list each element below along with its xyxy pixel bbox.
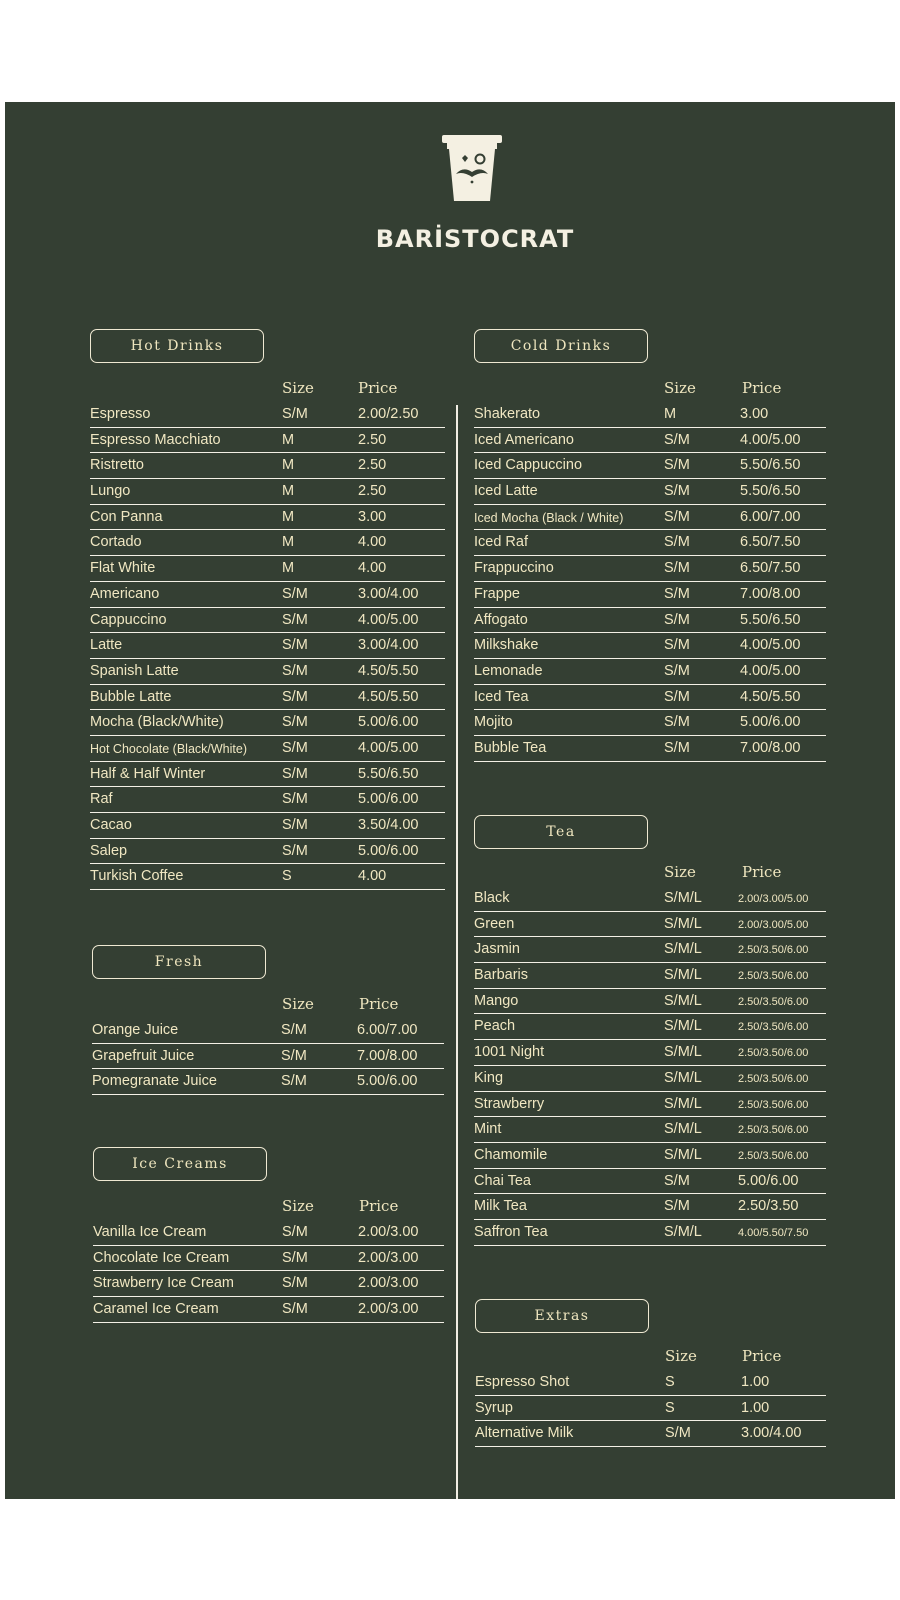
item-size: S/M <box>282 1224 308 1240</box>
item-price: 2.00/3.00 <box>358 1224 419 1240</box>
menu-item <box>474 886 826 912</box>
menu-item <box>90 762 445 788</box>
menu-item <box>90 530 445 556</box>
item-name: Hot Chocolate (Black/White) <box>90 741 248 756</box>
item-size: S/M <box>282 637 308 654</box>
menu-item <box>474 633 826 659</box>
item-price: 6.50/7.50 <box>740 534 801 551</box>
item-price: 5.50/6.50 <box>740 483 801 500</box>
menu-item <box>92 1069 444 1095</box>
item-price: 5.50/6.50 <box>740 457 801 474</box>
item-price: 4.50/5.50 <box>740 688 801 705</box>
item-size: S/M <box>282 842 308 859</box>
item-size: S <box>665 1399 675 1416</box>
item-price: 2.00/3.00/5.00 <box>738 893 809 905</box>
menu-item <box>474 556 826 582</box>
item-price: 4.00/5.00 <box>358 611 419 628</box>
item-name: Pomegranate Juice <box>92 1073 217 1090</box>
item-name: Caramel Ice Cream <box>93 1301 219 1318</box>
item-name: Frappuccino <box>474 560 554 577</box>
item-size: S/M <box>664 688 690 705</box>
item-size: M <box>282 534 295 551</box>
item-price: 1.00 <box>741 1399 770 1416</box>
menu-item <box>474 505 826 531</box>
item-price: 5.00/6.00 <box>358 842 419 859</box>
menu-item <box>90 453 445 479</box>
item-size: S/M <box>281 1047 307 1064</box>
price-header: Price <box>742 1347 782 1365</box>
item-name: Lungo <box>90 483 131 500</box>
item-size: M <box>282 560 295 577</box>
item-size: S/M <box>664 739 690 756</box>
size-header: Size <box>664 863 696 881</box>
item-size: S/M <box>664 637 690 654</box>
menu-list <box>474 886 826 1246</box>
menu-item <box>475 1396 826 1422</box>
item-size: S/M <box>664 611 690 628</box>
item-name: Shakerato <box>474 406 541 422</box>
item-size: S/M <box>282 585 308 602</box>
menu-item <box>474 1220 826 1246</box>
item-name: Iced Latte <box>474 483 538 500</box>
item-name: Chamomile <box>474 1146 548 1163</box>
menu-item <box>474 1117 826 1143</box>
price-header: Price <box>742 379 782 397</box>
item-price: 3.00/4.00 <box>358 585 419 602</box>
item-name: Espresso Shot <box>475 1374 570 1390</box>
item-size: S/M <box>664 714 690 731</box>
item-name: Mint <box>474 1121 502 1138</box>
item-size: S/M <box>282 406 308 422</box>
item-name: Cappuccino <box>90 611 167 628</box>
item-price: 6.50/7.50 <box>740 560 801 577</box>
item-price: 3.00/4.00 <box>741 1425 802 1442</box>
item-size: S/M <box>665 1425 691 1442</box>
item-name: 1001 Night <box>474 1044 545 1061</box>
item-price: 2.50/3.50/6.00 <box>738 1072 809 1085</box>
menu-list <box>93 1220 444 1323</box>
item-size: S/M/L <box>664 992 702 1009</box>
section-title: Ice Creams <box>93 1147 267 1181</box>
item-size: S/M <box>664 431 690 448</box>
menu-item <box>90 787 445 813</box>
item-size: S/M/L <box>664 915 702 932</box>
item-size: S/M/L <box>664 1044 702 1061</box>
item-price: 3.50/4.00 <box>358 817 419 833</box>
item-name: Iced Americano <box>474 431 574 448</box>
item-price: 2.50/3.50/6.00 <box>738 995 809 1008</box>
item-name: Flat White <box>90 560 156 577</box>
item-size: S/M <box>664 1198 690 1215</box>
menu-list <box>474 402 826 762</box>
item-price: 3.00/4.00 <box>358 637 419 654</box>
size-header: Size <box>282 379 314 397</box>
item-name: Half & Half Winter <box>90 765 206 782</box>
menu-item <box>475 1370 826 1396</box>
item-name: Orange Juice <box>92 1022 179 1038</box>
item-price: 6.00/7.00 <box>740 508 801 525</box>
item-size: S/M <box>282 688 308 705</box>
menu-item <box>474 710 826 736</box>
item-size: S/M <box>281 1022 307 1038</box>
item-size: S/M/L <box>664 1018 702 1035</box>
item-price: 2.00/3.00 <box>358 1249 419 1266</box>
item-name: Lemonade <box>474 662 543 679</box>
item-name: King <box>474 1069 504 1086</box>
item-price: 7.00/8.00 <box>357 1047 418 1064</box>
item-price: 2.50/3.50/6.00 <box>738 1021 809 1034</box>
item-price: 5.50/6.50 <box>358 765 419 782</box>
item-price: 2.50 <box>358 483 387 500</box>
item-price: 5.50/6.50 <box>740 611 801 628</box>
item-name: Mojito <box>474 714 513 731</box>
item-size: S/M <box>664 457 690 474</box>
item-size: S/M <box>282 662 308 679</box>
item-name: Chocolate Ice Cream <box>93 1249 230 1266</box>
item-name: Iced Mocha (Black / White) <box>474 510 624 525</box>
item-name: Strawberry <box>474 1095 545 1112</box>
menu-item <box>93 1220 444 1246</box>
item-price: 2.50/3.50/6.00 <box>738 1098 809 1111</box>
menu-item <box>474 530 826 556</box>
menu-item <box>474 428 826 454</box>
item-price: 5.00/6.00 <box>738 1172 799 1189</box>
item-price: 5.00/6.00 <box>740 714 801 731</box>
item-name: Saffron Tea <box>474 1223 548 1240</box>
menu-item <box>90 582 445 608</box>
item-size: S/M/L <box>664 941 702 958</box>
item-name: Iced Raf <box>474 534 528 551</box>
item-name: Latte <box>90 637 123 654</box>
column-divider <box>456 405 458 1499</box>
item-size: M <box>282 483 295 500</box>
item-size: S/M/L <box>664 890 702 906</box>
item-name: Chai Tea <box>474 1172 531 1189</box>
item-price: 2.50/3.50/6.00 <box>738 944 809 957</box>
menu-item <box>90 685 445 711</box>
menu-list <box>92 1018 444 1095</box>
item-price: 2.50/3.50/6.00 <box>738 1047 809 1060</box>
item-name: Salep <box>90 842 128 859</box>
item-size: S/M/L <box>664 1095 702 1112</box>
item-price: 4.00/5.50/7.50 <box>738 1226 809 1239</box>
item-size: S/M/L <box>664 1146 702 1163</box>
item-price: 5.00/6.00 <box>358 714 419 731</box>
item-price: 2.50/3.50/6.00 <box>738 1124 809 1137</box>
item-price: 4.00 <box>358 534 387 551</box>
item-name: Milkshake <box>474 637 539 654</box>
menu-item <box>90 659 445 685</box>
menu-item <box>90 710 445 736</box>
item-size: S/M <box>282 1301 308 1318</box>
item-price: 2.00/3.00 <box>358 1301 419 1318</box>
section-title: Hot Drinks <box>90 329 264 363</box>
item-price: 2.50/3.50 <box>738 1198 799 1215</box>
menu-item <box>475 1421 826 1447</box>
item-name: Bubble Tea <box>474 739 547 756</box>
size-header: Size <box>664 379 696 397</box>
item-size: S/M <box>664 560 690 577</box>
menu-item <box>93 1246 444 1272</box>
item-name: Green <box>474 915 515 932</box>
item-name: Peach <box>474 1018 516 1035</box>
item-name: Spanish Latte <box>90 662 179 679</box>
item-size: S/M <box>281 1073 307 1090</box>
menu-item <box>474 989 826 1015</box>
item-price: 3.00 <box>358 508 387 525</box>
item-price: 2.00/3.00 <box>358 1275 419 1292</box>
item-name: Cacao <box>90 817 132 833</box>
item-size: S/M/L <box>664 1121 702 1138</box>
item-size: S/M/L <box>664 1069 702 1086</box>
item-name: Alternative Milk <box>475 1425 574 1442</box>
menu-item <box>474 608 826 634</box>
item-price: 4.00 <box>358 560 387 577</box>
item-price: 1.00 <box>741 1374 770 1390</box>
item-name: Black <box>474 890 510 906</box>
item-price: 2.00/2.50 <box>358 406 419 422</box>
item-size: S/M <box>282 817 308 833</box>
menu-item <box>474 402 826 428</box>
menu-item <box>92 1044 444 1070</box>
menu-item <box>92 1018 444 1044</box>
price-header: Price <box>359 995 399 1013</box>
menu-item <box>90 402 445 428</box>
item-name: Espresso <box>90 406 151 422</box>
item-name: Bubble Latte <box>90 688 172 705</box>
item-price: 4.00/5.00 <box>740 431 801 448</box>
item-size: S/M <box>664 508 690 525</box>
item-name: Mango <box>474 992 519 1009</box>
item-price: 2.50/3.50/6.00 <box>738 1149 809 1162</box>
item-size: S/M <box>282 739 308 756</box>
menu-item <box>90 505 445 531</box>
size-header: Size <box>282 1197 314 1215</box>
item-price: 7.00/8.00 <box>740 739 801 756</box>
item-name: Cortado <box>90 534 142 551</box>
item-price: 3.00 <box>740 406 769 422</box>
item-size: S <box>665 1374 675 1390</box>
menu-list <box>90 402 445 890</box>
item-size: M <box>282 508 295 525</box>
item-size: S/M <box>664 534 690 551</box>
item-name: Americano <box>90 585 160 602</box>
item-price: 7.00/8.00 <box>740 585 801 602</box>
menu-item <box>474 1169 826 1195</box>
menu-item <box>93 1271 444 1297</box>
section-title: Cold Drinks <box>474 329 648 363</box>
item-name: Iced Cappuccino <box>474 457 583 474</box>
item-size: S/M <box>664 662 690 679</box>
menu-list <box>475 1370 826 1447</box>
menu-item <box>474 582 826 608</box>
item-name: Barbaris <box>474 967 528 984</box>
item-name: Raf <box>90 791 113 808</box>
item-size: M <box>282 457 295 474</box>
item-size: S <box>282 868 292 885</box>
item-name: Con Panna <box>90 508 163 525</box>
section-title: Fresh <box>92 945 266 979</box>
section-title: Extras <box>475 1299 649 1333</box>
item-price: 2.00/3.00/5.00 <box>738 918 809 931</box>
item-price: 4.00/5.00 <box>740 637 801 654</box>
menu-item <box>474 479 826 505</box>
menu-item <box>474 1040 826 1066</box>
item-price: 2.50 <box>358 457 387 474</box>
item-name: Strawberry Ice Cream <box>93 1275 235 1292</box>
item-name: Affogato <box>474 611 528 628</box>
item-price: 2.50 <box>358 431 387 448</box>
item-price: 6.00/7.00 <box>357 1022 418 1038</box>
item-price: 5.00/6.00 <box>358 791 419 808</box>
menu-item <box>474 1092 826 1118</box>
item-name: Frappe <box>474 585 520 602</box>
price-header: Price <box>359 1197 399 1215</box>
menu-item <box>474 659 826 685</box>
item-size: S/M/L <box>664 1223 702 1240</box>
item-size: M <box>282 431 295 448</box>
item-price: 4.50/5.50 <box>358 688 419 705</box>
price-header: Price <box>742 863 782 881</box>
menu-item <box>90 556 445 582</box>
price-header: Price <box>358 379 398 397</box>
item-size: S/M <box>282 611 308 628</box>
section-title: Tea <box>474 815 648 849</box>
menu-item <box>90 479 445 505</box>
item-name: Mocha (Black/White) <box>90 714 224 731</box>
item-size: S/M <box>664 585 690 602</box>
size-header: Size <box>282 995 314 1013</box>
menu-item <box>90 736 445 762</box>
item-name: Espresso Macchiato <box>90 431 221 448</box>
item-price: 4.50/5.50 <box>358 662 419 679</box>
item-price: 4.00/5.00 <box>358 739 419 756</box>
item-size: S/M <box>282 791 308 808</box>
item-size: S/M <box>282 1249 308 1266</box>
item-size: S/M <box>664 1172 690 1189</box>
brand-name: BARİSTOCRAT <box>375 225 575 253</box>
item-price: 2.50/3.50/6.00 <box>738 970 809 983</box>
size-header: Size <box>665 1347 697 1365</box>
item-name: Turkish Coffee <box>90 868 184 885</box>
menu-item <box>474 912 826 938</box>
item-price: 5.00/6.00 <box>357 1073 418 1090</box>
coffee-cup-mustache-monocle-icon <box>441 133 503 205</box>
item-size: M <box>664 406 677 422</box>
menu-item <box>474 1143 826 1169</box>
item-name: Jasmin <box>474 941 520 958</box>
item-price: 4.00/5.00 <box>740 662 801 679</box>
menu-item <box>90 428 445 454</box>
menu-item <box>90 864 445 890</box>
menu-item <box>474 453 826 479</box>
item-size: S/M <box>282 1275 308 1292</box>
menu-item <box>90 633 445 659</box>
item-name: Syrup <box>475 1399 513 1416</box>
menu-item <box>474 1066 826 1092</box>
menu-item <box>474 963 826 989</box>
item-name: Vanilla Ice Cream <box>93 1224 207 1240</box>
menu-item <box>474 736 826 762</box>
menu-item <box>474 685 826 711</box>
item-name: Ristretto <box>90 457 144 474</box>
menu-item <box>474 1194 826 1220</box>
menu-item <box>93 1297 444 1323</box>
menu-item <box>474 1014 826 1040</box>
menu-item <box>90 839 445 865</box>
menu-item <box>90 608 445 634</box>
item-price: 4.00 <box>358 868 387 885</box>
item-size: S/M <box>282 765 308 782</box>
item-name: Milk Tea <box>474 1198 527 1215</box>
item-name: Iced Tea <box>474 688 529 705</box>
item-name: Grapefruit Juice <box>92 1047 195 1064</box>
item-size: S/M/L <box>664 967 702 984</box>
menu-item <box>474 937 826 963</box>
item-size: S/M <box>664 483 690 500</box>
menu-item <box>90 813 445 839</box>
item-size: S/M <box>282 714 308 731</box>
